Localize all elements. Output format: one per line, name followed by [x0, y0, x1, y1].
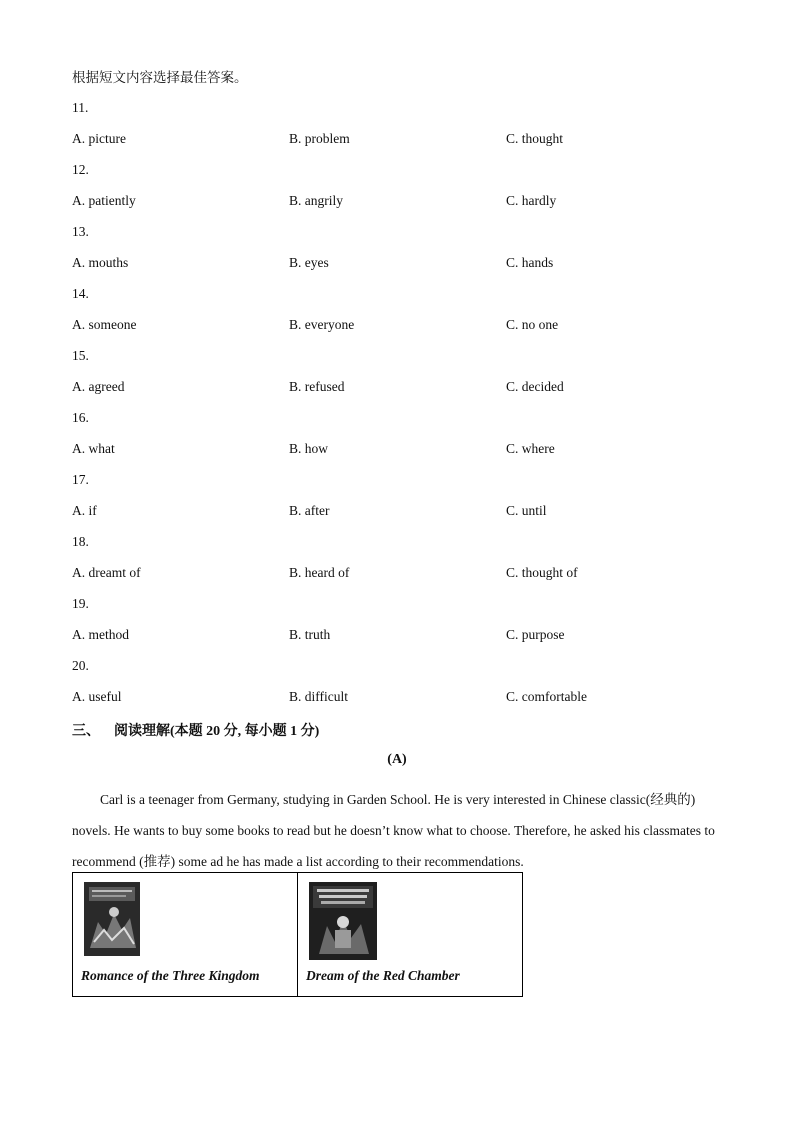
- question-number: 11.: [72, 100, 89, 115]
- option-row: [72, 501, 732, 532]
- passage-paragraph: Carl is a teenager from Germany, studying in Garden School. He is very interested in Chinese classic(经典的) novels. He wants to buy some books to read but he doesn’t know what to choose. Therefore, he asked his classmates to recommend (推荐) some ad he has made a list according to their recommendations.: [72, 792, 715, 869]
- option-b: B. heard of: [289, 565, 350, 580]
- option-row: [72, 377, 732, 408]
- option-b: B. how: [289, 441, 329, 456]
- option-b: B. eyes: [289, 255, 329, 270]
- option-a: A. method: [72, 627, 129, 642]
- option-row: [72, 129, 732, 160]
- question-number: 13.: [72, 224, 89, 239]
- option-c: C. until: [506, 503, 547, 518]
- instruction-text: 根据短文内容选择最佳答案。: [72, 70, 248, 85]
- option-row: [72, 625, 732, 656]
- option-row: [72, 253, 732, 284]
- book-cover-image: [309, 882, 377, 960]
- option-b: B. difficult: [289, 689, 348, 704]
- question-number: 17.: [72, 472, 89, 487]
- book-title: Dream of the Red Chamber: [306, 968, 460, 983]
- option-a: A. someone: [72, 317, 137, 332]
- option-row: [72, 191, 732, 222]
- option-c: C. comfortable: [506, 689, 587, 704]
- question-number: 20.: [72, 658, 89, 673]
- question-number: 15.: [72, 348, 89, 363]
- book-title: Romance of the Three Kingdom: [81, 968, 260, 983]
- option-b: B. truth: [289, 627, 331, 642]
- option-a: A. useful: [72, 689, 122, 704]
- option-a: A. mouths: [72, 255, 129, 270]
- option-a: A. patiently: [72, 193, 136, 208]
- section-number: 三、: [72, 724, 100, 739]
- option-c: C. thought: [506, 131, 564, 146]
- option-c: C. no one: [506, 317, 559, 332]
- question-list: [72, 98, 732, 718]
- question-number: 12.: [72, 162, 89, 177]
- book-table: [72, 872, 523, 997]
- book-cell: [73, 873, 298, 997]
- option-b: B. refused: [289, 379, 345, 394]
- question-number: 19.: [72, 596, 89, 611]
- option-b: B. problem: [289, 131, 350, 146]
- section-title: 阅读理解(本题 20 分, 每小题 1 分): [114, 724, 320, 739]
- option-c: C. hardly: [506, 193, 557, 208]
- option-row: [72, 687, 732, 718]
- option-c: C. thought of: [506, 565, 578, 580]
- option-row: [72, 439, 732, 470]
- section-heading: [72, 720, 319, 740]
- option-b: B. after: [289, 503, 330, 518]
- book-cell: [298, 873, 523, 997]
- option-b: B. everyone: [289, 317, 355, 332]
- question-number: 16.: [72, 410, 89, 425]
- option-a: A. picture: [72, 131, 126, 146]
- option-b: B. angrily: [289, 193, 343, 208]
- option-c: C. purpose: [506, 627, 565, 642]
- question-number: 18.: [72, 534, 89, 549]
- book-cover-image: [84, 882, 140, 956]
- option-c: C. hands: [506, 255, 554, 270]
- question-number: 14.: [72, 286, 89, 301]
- option-a: A. what: [72, 441, 115, 456]
- option-a: A. dreamt of: [72, 565, 141, 580]
- option-row: [72, 563, 732, 594]
- option-c: C. decided: [506, 379, 564, 394]
- option-a: A. agreed: [72, 379, 125, 394]
- option-c: C. where: [506, 441, 555, 456]
- option-row: [72, 315, 732, 346]
- option-a: A. if: [72, 503, 97, 518]
- subsection-heading: (A): [387, 752, 407, 767]
